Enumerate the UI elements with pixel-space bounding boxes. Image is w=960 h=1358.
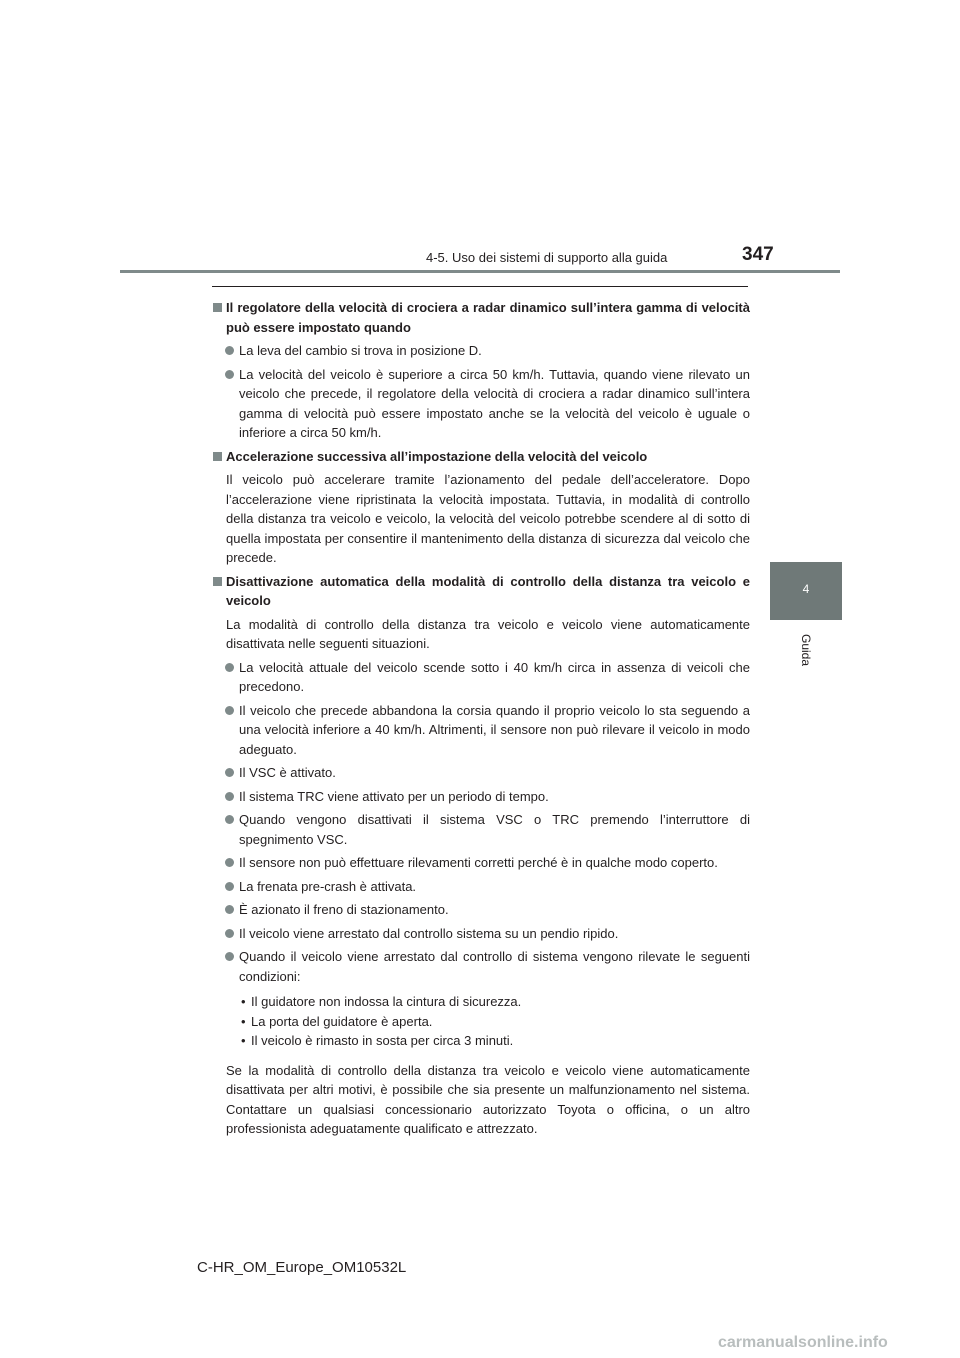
header-divider bbox=[120, 270, 840, 273]
section-heading: Il regolatore della velocità di crociera a radar dinamico sull’intera gamma di velocità può essere impostato quando bbox=[212, 298, 750, 337]
list-item: Quando vengono disattivati il sistema VSC o TRC premendo l’interruttore di spegnimento VSC. bbox=[212, 810, 750, 849]
list-item: È azionato il freno di stazionamento. bbox=[212, 900, 750, 920]
circle-bullet-icon bbox=[225, 882, 234, 891]
sub-list bbox=[212, 992, 750, 1051]
section-paragraph: La modalità di controllo della distanza tra veicolo e veicolo viene automaticamente disattivata nelle seguenti situazioni. bbox=[226, 616, 750, 651]
square-bullet-icon bbox=[213, 452, 222, 461]
sub-list-item: • Il guidatore non indossa la cintura di sicurezza. bbox=[212, 992, 750, 1012]
content-divider bbox=[212, 286, 748, 287]
circle-bullet-icon bbox=[225, 370, 234, 379]
list-item: Il VSC è attivato. bbox=[212, 763, 750, 783]
section-title: 4-5. Uso dei sistemi di supporto alla guida bbox=[426, 250, 668, 265]
section-heading: Accelerazione successiva all’impostazione della velocità del veicolo bbox=[212, 447, 750, 467]
watermark: carmanualsonline.info bbox=[718, 1334, 888, 1351]
dot-bullet-icon: • bbox=[241, 1033, 246, 1048]
section-paragraph: Il veicolo può accelerare tramite l’azionamento del pedale dell’acceleratore. Dopo l’accelerazione viene ripristinata la velocità impostata. Tuttavia, in modalità di controllo della distanza tra veicolo e veicolo, la velocità del veicolo potrebbe scendere al di sotto di quella impostata per consentire il mantenimento della distanza di sicurezza dal veicolo che precede. bbox=[226, 472, 750, 565]
sub-list-item: • Il veicolo è rimasto in sosta per circa 3 minuti. bbox=[212, 1031, 750, 1051]
list-item: La frenata pre-crash è attivata. bbox=[212, 877, 750, 897]
circle-bullet-icon bbox=[225, 706, 234, 715]
circle-bullet-icon bbox=[225, 792, 234, 801]
circle-bullet-icon bbox=[225, 905, 234, 914]
circle-bullet-icon bbox=[225, 929, 234, 938]
circle-bullet-icon bbox=[225, 858, 234, 867]
square-bullet-icon bbox=[213, 303, 222, 312]
circle-bullet-icon bbox=[225, 952, 234, 961]
list-item: La velocità del veicolo è superiore a circa 50 km/h. Tuttavia, quando viene rilevato un veicolo che precede, il regolatore della velocità di crociera a radar dinamico sull’intera gamma di velocità può essere impostato anche se la velocità del veicolo è uguale o inferiore a circa 50 km/h. bbox=[212, 365, 750, 443]
page-number: 347 bbox=[742, 244, 774, 265]
square-bullet-icon bbox=[213, 577, 222, 586]
section-heading: Disattivazione automatica della modalità di controllo della distanza tra veicolo e veicolo bbox=[212, 572, 750, 611]
list-item: Il veicolo viene arrestato dal controllo sistema su un pendio ripido. bbox=[212, 924, 750, 944]
list-item: Il sensore non può effettuare rilevamenti corretti perché è in qualche modo coperto. bbox=[212, 853, 750, 873]
list-item: Quando il veicolo viene arrestato dal controllo di sistema vengono rilevate le seguenti condizioni: bbox=[212, 947, 750, 986]
dot-bullet-icon: • bbox=[241, 994, 246, 1009]
circle-bullet-icon bbox=[225, 768, 234, 777]
list-item: Il veicolo che precede abbandona la corsia quando il proprio veicolo lo sta seguendo a una velocità inferiore a 40 km/h. Altrimenti, il sensore non può rilevare il veicolo in modo adeguato. bbox=[212, 701, 750, 760]
circle-bullet-icon bbox=[225, 346, 234, 355]
chapter-number: 4 bbox=[802, 582, 810, 596]
circle-bullet-icon bbox=[225, 663, 234, 672]
list-item: La leva del cambio si trova in posizione D. bbox=[212, 341, 750, 361]
page-content bbox=[212, 294, 750, 1139]
closing-paragraph: Se la modalità di controllo della distanza tra veicolo e veicolo viene automaticamente disattivata per altri motivi, è possibile che sia presente un malfunzionamento nel sistema. Contattare un qualsiasi concessionario autorizzato Toyota o officina, o un altro professionista adeguatamente qualificato e attrezzato. bbox=[226, 1062, 750, 1136]
chapter-label-box bbox=[770, 630, 842, 670]
list-item: La velocità attuale del veicolo scende sotto i 40 km/h circa in assenza di veicoli che precedono. bbox=[212, 658, 750, 697]
circle-bullet-icon bbox=[225, 815, 234, 824]
chapter-label: Guida bbox=[799, 633, 813, 667]
chapter-tab bbox=[770, 562, 842, 620]
document-code: C-HR_OM_Europe_OM10532L bbox=[197, 1259, 407, 1276]
list-item: Il sistema TRC viene attivato per un periodo di tempo. bbox=[212, 787, 750, 807]
dot-bullet-icon: • bbox=[241, 1013, 246, 1029]
sub-list-item: • La porta del guidatore è aperta. bbox=[212, 1012, 750, 1032]
